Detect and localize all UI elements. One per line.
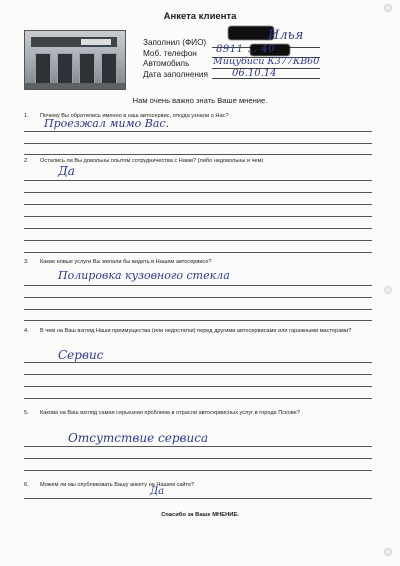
answer-line (24, 458, 372, 459)
date-value: 06.10.14 (232, 68, 277, 79)
car-value: Мицубиси К377КВ60 (213, 56, 320, 67)
answer-line (24, 362, 372, 363)
subtitle: Нам очень важно знать Ваше мнение. (132, 96, 268, 105)
answer-line (24, 252, 372, 253)
answer-line (24, 228, 372, 229)
answer-line (24, 498, 372, 499)
phone-label: Моб. телефон (143, 48, 197, 58)
punch-hole (384, 286, 392, 294)
punch-hole (384, 548, 392, 556)
answer-line (24, 240, 372, 241)
answer-line (24, 309, 372, 310)
question-2: 2. Остались ли Вы довольны опытом сотрудничества с Нами? (либо недовольны и чем) (24, 158, 264, 164)
answer-4: Сервис (58, 348, 104, 362)
answer-line (24, 131, 372, 132)
answer-line (24, 180, 372, 181)
name-label: Заполнил (ФИО) (143, 38, 207, 47)
answer-5: Отсутствие сервиса (68, 431, 209, 445)
answer-3: Полировка кузовного стекла (58, 269, 230, 282)
answer-line (24, 154, 372, 155)
phone-value: 8911 … 40 (216, 44, 276, 55)
form-title: Анкета клиента (163, 11, 237, 22)
question-4: 4. В чем на Ваш взгляд Наши преимущества (или недостатки) перед другими автосервисами или гаражными мастерами? (24, 328, 352, 334)
answer-line (24, 374, 372, 375)
client-info-labels (143, 38, 208, 80)
name-value: Илья (268, 28, 304, 43)
answer-6: Да (150, 486, 165, 497)
thank-you-footer: Спасибо за Ваше МНЕНИЕ. (161, 512, 239, 518)
answer-line (24, 398, 372, 399)
answer-1: Проезжал мимо Вас. (44, 117, 170, 130)
answer-line (24, 297, 372, 298)
answer-line (24, 320, 372, 321)
answer-2: Да (58, 164, 75, 178)
answer-line (24, 192, 372, 193)
question-6: 6. Можем ли мы опубликовать Вашу анкету на Нашем сайте? (24, 482, 195, 488)
car-label: Автомобиль (143, 59, 190, 68)
question-5: 5. Какова на Ваш взгляд самая серьезная проблема в отрасли автосервисных услуг в городе Пскове? (24, 410, 300, 416)
answer-line (24, 446, 372, 447)
question-3: 3. Какие новые услуги Вы желали бы видеть в Нашем автосервисе? (24, 259, 212, 265)
date-label: Дата заполнения (143, 69, 208, 79)
answer-line (24, 143, 372, 144)
question-1: 1. Почему Вы обратились именно в наш автосервис, откуда узнали о Нас? (24, 113, 229, 119)
answer-line (24, 204, 372, 205)
answer-line (24, 386, 372, 387)
service-building-photo (24, 30, 126, 90)
answer-line (24, 470, 372, 471)
answer-line (24, 216, 372, 217)
answer-line (24, 285, 372, 286)
